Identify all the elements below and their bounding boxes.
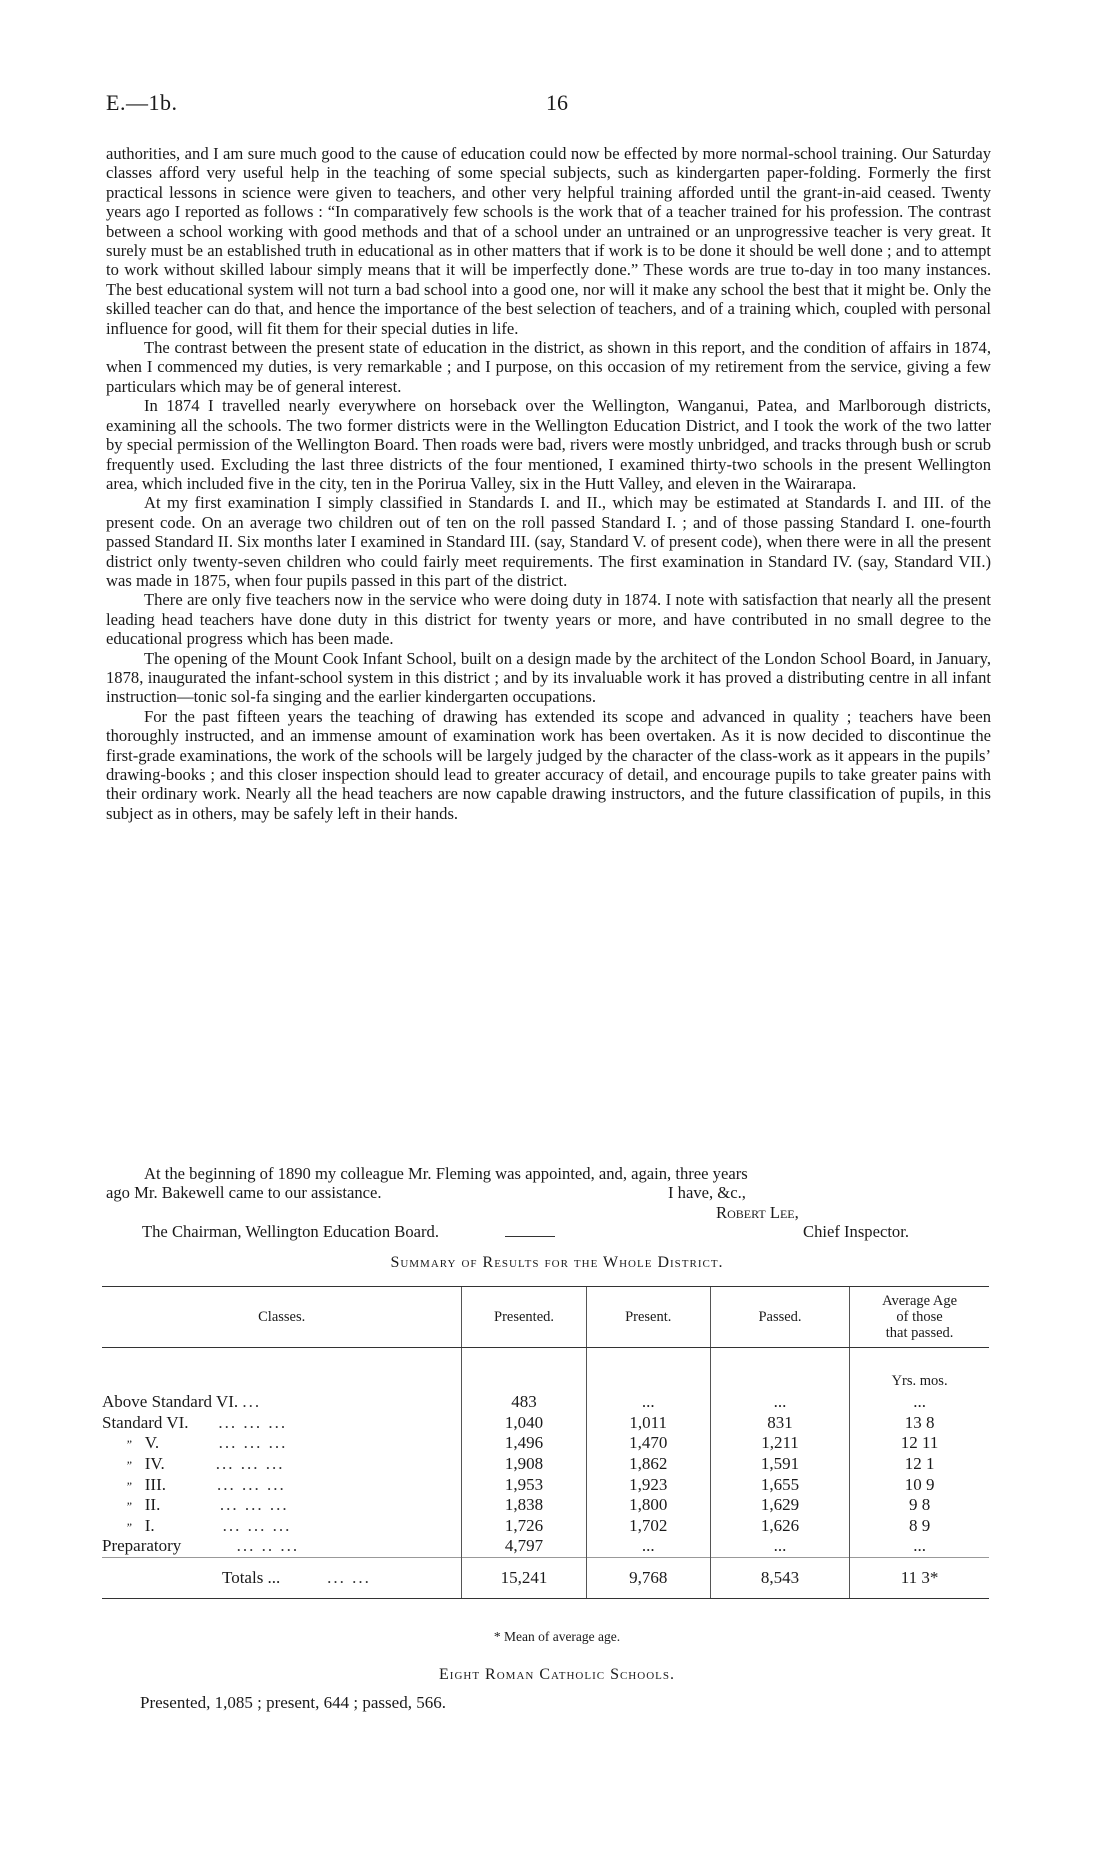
paragraph: For the past fifteen years the teaching of drawing has extended its scope and advanced in quality ; teachers have been thoroughly instructed, and an immense amount of examination work has been overtaken. As it is now decided to discontinue the first-grade examinations, the work of the schools will be largely judged by the character of the class-work as it appears in the pupils’ drawing-books ; and this closer inspection should lead to greater accuracy of detail, and encourage pupils to take greater pains with their ordinary work. Nearly all the head teachers are now capable drawing instructors, and the future classification of pupils, in this subject as in others, may be safely left in their hands. xyxy=(106,706,991,823)
leader-dots: ... ... ... xyxy=(218,1412,288,1432)
class-label: V. xyxy=(144,1433,160,1453)
table-row xyxy=(102,1454,989,1475)
age-unit-label: Yrs. mos. xyxy=(850,1366,989,1392)
present-cell: 1,862 xyxy=(586,1454,710,1475)
presented-cell: 4,797 xyxy=(462,1536,586,1557)
table-row xyxy=(102,1474,989,1495)
leader-dots: ... .. ... xyxy=(236,1536,300,1556)
totals-row xyxy=(102,1557,989,1598)
ditto-mark: ” xyxy=(125,1499,132,1514)
presented-cell: 1,908 xyxy=(462,1454,586,1475)
class-label: Standard VI. xyxy=(102,1412,189,1432)
page-number: 16 xyxy=(546,90,568,115)
signatory-title: Chief Inspector. xyxy=(803,1222,909,1242)
section-heading: Eight Roman Catholic Schools. xyxy=(439,1666,675,1683)
age-cell: ... xyxy=(850,1536,989,1557)
valediction: I have, &c., xyxy=(668,1183,746,1203)
presented-cell: 1,496 xyxy=(462,1433,586,1454)
header-average-age-line: of those xyxy=(896,1309,943,1325)
present-cell: 1,702 xyxy=(586,1516,710,1537)
closing-line: At the beginning of 1890 my colleague Mr. Fleming was appointed, and, again, three years xyxy=(144,1164,748,1183)
age-cell: 8 9 xyxy=(850,1516,989,1537)
ditto-mark: ” xyxy=(125,1519,132,1534)
leader-dots: ... ... ... xyxy=(215,1454,285,1474)
class-label: II. xyxy=(144,1495,161,1515)
header-average-age-line: Average Age xyxy=(882,1293,958,1309)
present-total: 9,768 xyxy=(586,1557,710,1598)
presented-cell: 1,726 xyxy=(462,1516,586,1537)
leader-dots: ... xyxy=(242,1392,262,1412)
section-summary: Presented, 1,085 ; present, 644 ; passed, 566. xyxy=(140,1693,446,1712)
age-cell: 12 1 xyxy=(850,1454,989,1475)
passed-cell: 1,655 xyxy=(710,1474,849,1495)
table-row xyxy=(102,1516,989,1537)
table-unit-row xyxy=(102,1366,989,1392)
age-cell: 13 8 xyxy=(850,1413,989,1434)
table-row xyxy=(102,1392,989,1413)
passed-cell: 1,591 xyxy=(710,1454,849,1475)
signatory-name: Robert Lee, xyxy=(716,1202,799,1222)
presented-cell: 1,838 xyxy=(462,1495,586,1516)
leader-dots: ... ... ... xyxy=(218,1433,288,1453)
report-body xyxy=(106,144,991,823)
present-cell: 1,470 xyxy=(586,1433,710,1454)
presented-cell: 483 xyxy=(462,1392,586,1413)
present-cell: 1,800 xyxy=(586,1495,710,1516)
paragraph: There are only five teachers now in the service who were doing duty in 1874. I note with satisfaction that nearly all the present leading head teachers have done duty in this district for twenty years or more, and have contributed in no small degree to the educational progress which has been made. xyxy=(106,590,991,649)
table-row xyxy=(102,1536,989,1557)
table-row xyxy=(102,1495,989,1516)
table-header-row xyxy=(102,1287,989,1348)
present-cell: ... xyxy=(586,1536,710,1557)
passed-cell: 1,626 xyxy=(710,1516,849,1537)
table-row xyxy=(102,1413,989,1434)
passed-total: 8,543 xyxy=(710,1557,849,1598)
header-present: Present. xyxy=(586,1287,710,1348)
table-footnote: * Mean of average age. xyxy=(493,1629,621,1644)
leader-dots: ... ... xyxy=(327,1567,371,1587)
class-label: Above Standard VI. xyxy=(102,1392,239,1412)
closing-block xyxy=(106,1164,991,1242)
age-cell: 12 11 xyxy=(850,1433,989,1454)
ditto-mark: ” xyxy=(125,1478,132,1493)
section-divider xyxy=(505,1236,555,1237)
table-spacer-row xyxy=(102,1348,989,1367)
passed-cell: 1,211 xyxy=(710,1433,849,1454)
presented-cell: 1,040 xyxy=(462,1413,586,1434)
class-label: III. xyxy=(144,1474,166,1494)
class-label: Preparatory xyxy=(102,1536,182,1556)
addressee: The Chairman, Wellington Education Board. xyxy=(142,1222,439,1242)
present-cell: ... xyxy=(586,1392,710,1413)
header-passed: Passed. xyxy=(710,1287,849,1348)
present-cell: 1,011 xyxy=(586,1413,710,1434)
paragraph: authorities, and I am sure much good to the cause of education could now be effected by more normal-school training. Our Saturday classes afford very useful help in the teaching of some special subjects, such as kindergarten paper-folding. Formerly the first practical lessons in science were given to teachers, and other very helpful training afforded until the grant-in-aid ceased. Twenty years ago I reported as follows : “In comparatively few schools is the work that of a teacher trained for his profession. The contrast between a school working with good methods and that of a school under an untrained or an unprogressive teacher is very great. It surely must be an established truth in educational as in other matters that if work is to be done it should be well done ; and to attempt to work without skilled labour simply means that it will be imperfectly done.” These words are true to-day in too many instances. The best educational system will not turn a bad school into a good one, nor will it make any school the best that it might be. Only the skilled teacher can do that, and hence the importance of the best selection of teachers, and of a training which, coupled with personal influence for good, will fit them for their special duties in life. xyxy=(106,144,991,338)
passed-cell: 1,629 xyxy=(710,1495,849,1516)
leader-dots: ... ... ... xyxy=(219,1495,289,1515)
leader-dots: ... ... ... xyxy=(222,1515,292,1535)
paragraph: At my first examination I simply classified in Standards I. and II., which may be estimated at Standards I. and III. of the present code. On an average two children out of ten on the roll passed Standard I. ; and of those passing Standard I. one-fourth passed Standard II. Six months later I examined in Standard III. (say, Standard V. of present code), when there were in all the present district only twenty-seven children who could fairly meet requirements. The first examination in Standard IV. (say, Standard VII.) was made in 1875, when four pupils passed in this part of the district. xyxy=(106,493,991,590)
header-average-age xyxy=(850,1287,989,1348)
table-title: Summary of Results for the Whole District. xyxy=(390,1254,724,1271)
age-cell: ... xyxy=(850,1392,989,1413)
class-label: I. xyxy=(144,1515,155,1535)
summary-table xyxy=(102,1286,989,1599)
table-row xyxy=(102,1433,989,1454)
passed-cell: ... xyxy=(710,1536,849,1557)
header-presented: Presented. xyxy=(462,1287,586,1348)
passed-cell: 831 xyxy=(710,1413,849,1434)
age-cell: 9 8 xyxy=(850,1495,989,1516)
leader-dots: ... ... ... xyxy=(216,1474,286,1494)
presented-total: 15,241 xyxy=(462,1557,586,1598)
header-average-age-line: that passed. xyxy=(885,1325,954,1341)
age-cell: 10 9 xyxy=(850,1474,989,1495)
header-classes: Classes. xyxy=(102,1287,462,1348)
paragraph: The contrast between the present state of education in the district, as shown in this report, and the condition of affairs in 1874, when I commenced my duties, is very remarkable ; and I purpose, on this occasion of my retirement from the service, giving a few particulars which may be of general interest. xyxy=(106,338,991,396)
ditto-mark: ” xyxy=(125,1437,132,1452)
age-total: 11 3* xyxy=(850,1557,989,1598)
ditto-mark: ” xyxy=(125,1458,132,1473)
present-cell: 1,923 xyxy=(586,1474,710,1495)
paragraph: In 1874 I travelled nearly everywhere on horseback over the Wellington, Wanganui, Patea, and Marlborough districts, examining all the schools. The two former districts were in the Wellington Education District, and I took the work of the two latter by special permission of the Wellington Board. Then roads were bad, rivers were mostly unbridged, and tracks through bush or scrub frequently used. Excluding the last three districts of the four mentioned, I examined thirty-two schools in the present Wellington area, which included five in the city, ten in the Porirua Valley, six in the Hutt Valley, and eleven in the Wairarapa. xyxy=(106,396,991,493)
totals-label: Totals ... xyxy=(222,1567,281,1587)
header-reference: E.—1b. xyxy=(106,90,178,115)
paragraph: The opening of the Mount Cook Infant School, built on a design made by the architect of the London School Board, in January, 1878, inaugurated the infant-school system in this district ; and by its invaluable work it has proved a distributing centre in all infant instruction—tonic sol-fa singing and the earlier kindergarten occupations. xyxy=(106,648,991,707)
class-label: IV. xyxy=(144,1454,165,1474)
closing-line: ago Mr. Bakewell came to our assistance. xyxy=(106,1183,382,1203)
passed-cell: ... xyxy=(710,1392,849,1413)
presented-cell: 1,953 xyxy=(462,1474,586,1495)
